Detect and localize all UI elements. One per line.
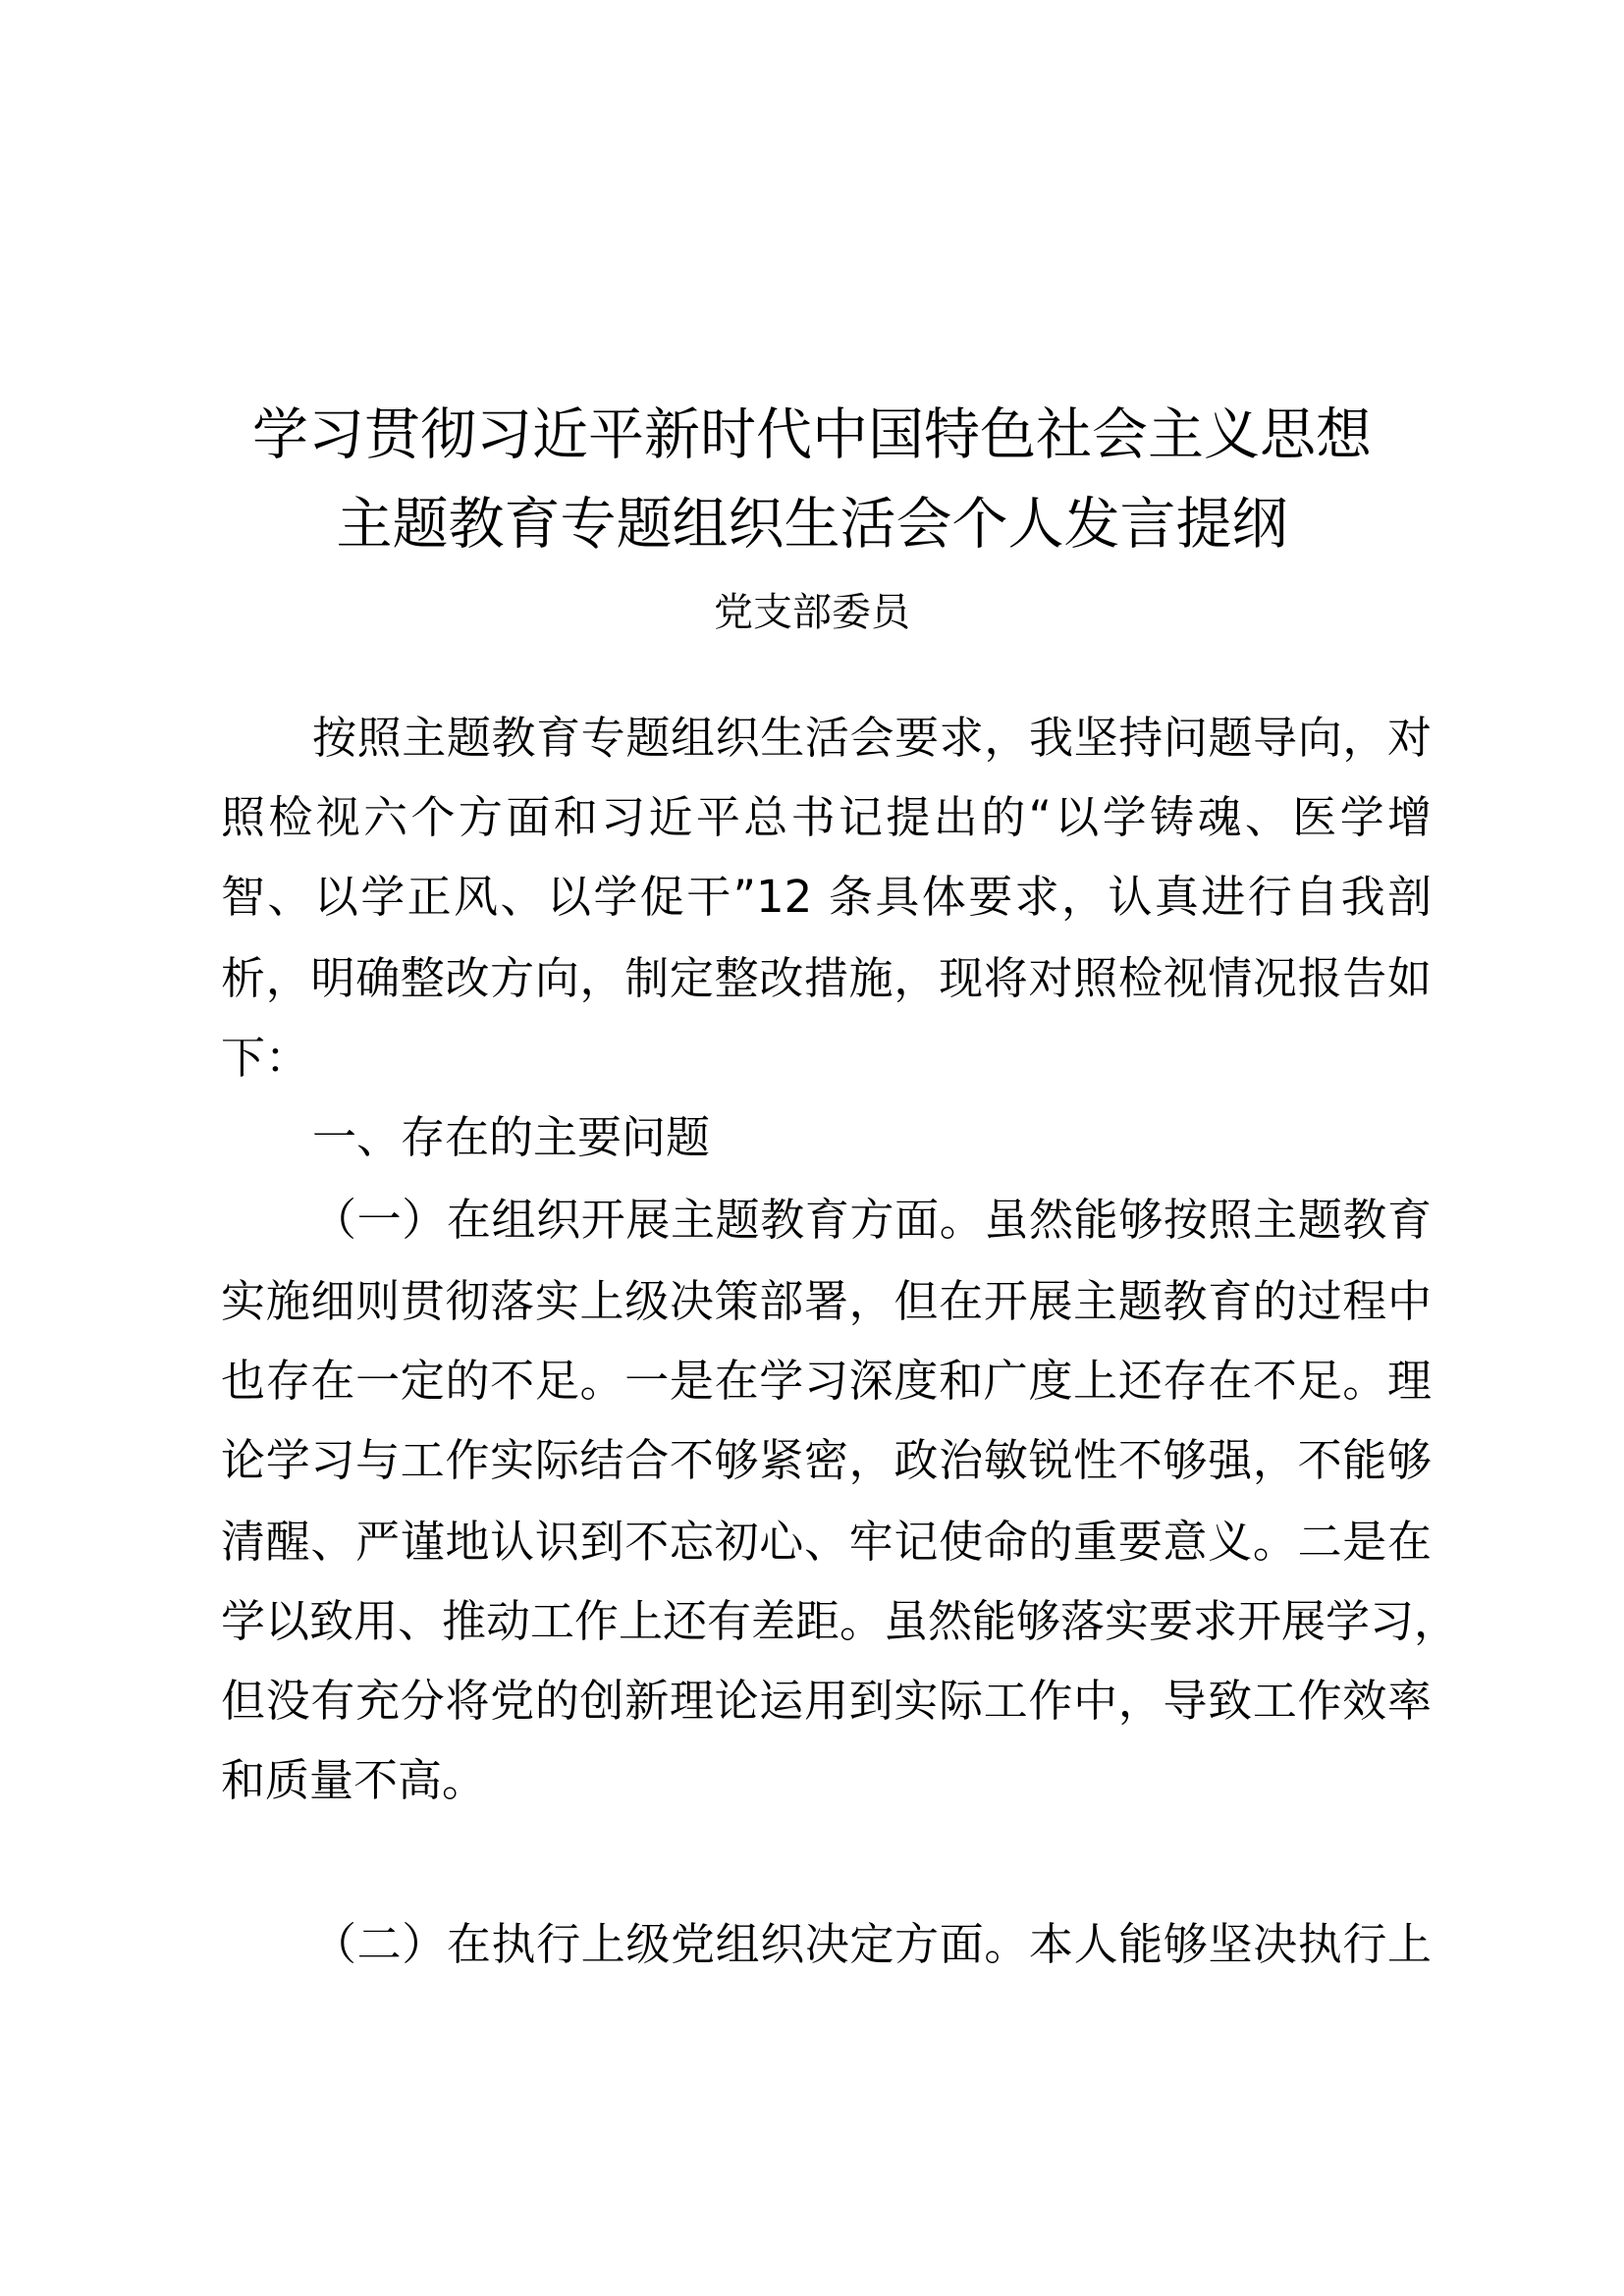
paragraph-line: 按照主题教育专题组织生活会要求，我坚持问题导向，对 [312, 712, 1432, 764]
section-heading: 一、存在的主要问题 [312, 1111, 711, 1163]
paragraph-line: 但没有充分将党的创新理论运用到实际工作中，导致工作效率 [221, 1675, 1432, 1727]
document-author: 党支部委员 [714, 590, 910, 635]
document-title-line-2: 主题教育专题组织生活会个人发言提纲 [336, 492, 1288, 557]
paragraph-line: 析，明确整改方向，制定整改措施，现将对照检视情况报告如 [221, 952, 1432, 1004]
paragraph-line: 论学习与工作实际结合不够紧密，政治敏锐性不够强，不能够 [221, 1434, 1432, 1486]
paragraph-line: 下： [221, 1032, 310, 1084]
document-title-line-1: 学习贯彻习近平新时代中国特色社会主义思想 [252, 402, 1372, 467]
paragraph-line: （一）在组织开展主题教育方面。虽然能够按照主题教育 [312, 1194, 1432, 1246]
paragraph-line: 也存在一定的不足。一是在学习深度和广度上还存在不足。理 [221, 1355, 1432, 1407]
paragraph-line: 智、以学正风、以学促干”12 条具体要求，认真进行自我剖 [221, 871, 1432, 923]
paragraph-line: 实施细则贯彻落实上级决策部署，但在开展主题教育的过程中 [221, 1275, 1432, 1327]
paragraph-line: 学以致用、推动工作上还有差距。虽然能够落实要求开展学习， [221, 1595, 1459, 1647]
paragraph-line: 清醒、严谨地认识到不忘初心、牢记使命的重要意义。二是在 [221, 1516, 1432, 1568]
paragraph-line: 照检视六个方面和习近平总书记提出的“以学铸魂、医学增 [221, 791, 1432, 843]
paragraph-line: 和质量不高。 [221, 1754, 487, 1806]
paragraph-line: （二）在执行上级党组织决定方面。本人能够坚决执行上 [312, 1918, 1432, 1970]
